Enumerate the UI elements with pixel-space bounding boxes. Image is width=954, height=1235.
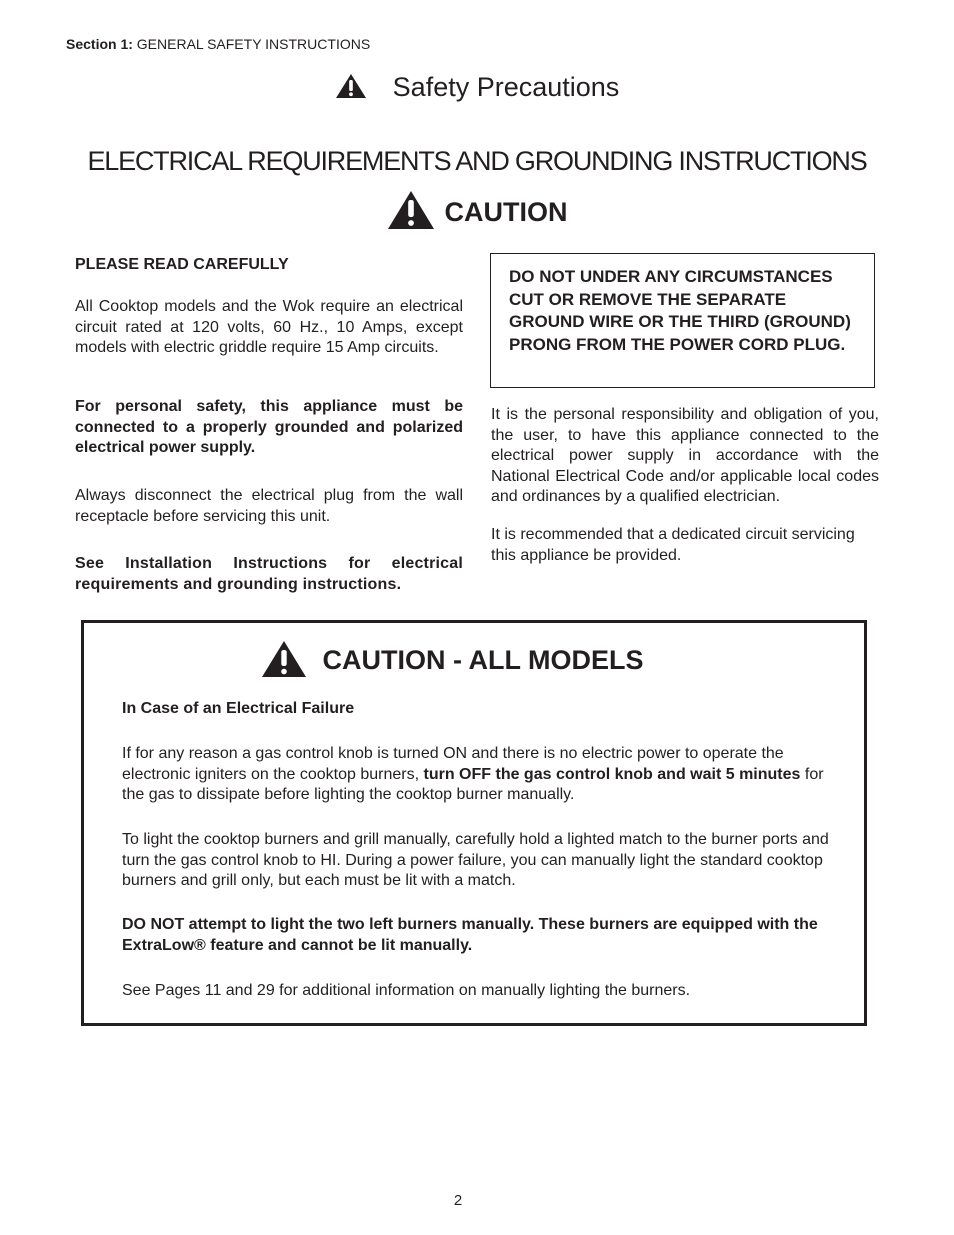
warning-triangle-icon bbox=[387, 190, 435, 237]
left-subheading: PLEASE READ CAREFULLY bbox=[75, 256, 289, 273]
right-para-2: It is recommended that a dedicated circuit servicing this appliance be provided. bbox=[491, 526, 855, 564]
left-para-4: See Installation Instructions for electrical requirements and grounding instructions. bbox=[75, 555, 463, 593]
para-1-bold: turn OFF the gas control knob and wait 5 minutes bbox=[423, 765, 801, 783]
all-models-heading-row bbox=[0, 640, 954, 685]
section-label: Section 1: bbox=[66, 36, 133, 52]
electrical-failure-para-2: To light the cooktop burners and grill manually, carefully hold a lighted match to the burner ports and turn the gas control knob to HI. During a power failure, you can manually light the standard cooktop burners and grill only, but each must be lit with a match. bbox=[122, 831, 829, 889]
left-para-1: All Cooktop models and the Wok require an electrical circuit rated at 120 volts, 60 Hz., 10 Amps, except models with electric griddle require 15 Amp circuits. bbox=[75, 298, 463, 356]
section-title: GENERAL SAFETY INSTRUCTIONS bbox=[136, 36, 371, 52]
electrical-failure-para-4: See Pages 11 and 29 for additional information on manually lighting the burners. bbox=[122, 982, 691, 999]
electrical-failure-subheading: In Case of an Electrical Failure bbox=[122, 700, 355, 717]
left-para-2: For personal safety, this appliance must be connected to a properly grounded and polarized electrical power supply. bbox=[75, 398, 463, 456]
page-title: Safety Precautions bbox=[392, 72, 620, 102]
caution-heading: CAUTION bbox=[444, 197, 568, 227]
section-header bbox=[66, 36, 370, 52]
para-1-start: If for any reason a gas control knob is turned ON and there is no electric power to operate the electronic igniters on the cooktop burners, bbox=[122, 745, 784, 783]
ground-wire-warning-text: DO NOT UNDER ANY CIRCUMSTANCES CUT OR REMOVE THE SEPARATE GROUND WIRE OR THE THIRD (GROUND) PRONG FROM THE POWER CORD PLUG. bbox=[509, 267, 851, 354]
page-number: 2 bbox=[453, 1192, 463, 1209]
all-models-heading: CAUTION - ALL MODELS bbox=[322, 645, 644, 675]
left-para-3: Always disconnect the electrical plug from the wall receptacle before servicing this unit. bbox=[75, 487, 463, 525]
electrical-failure-para-3: DO NOT attempt to light the two left burners manually. These burners are equipped with the ExtraLow® feature and cannot be lit manually. bbox=[122, 916, 818, 954]
electrical-failure-para-1 bbox=[122, 744, 834, 806]
warning-triangle-icon bbox=[335, 73, 367, 106]
main-heading: ELECTRICAL REQUIREMENTS AND GROUNDING INSTRUCTIONS bbox=[87, 146, 867, 176]
caution-heading-row bbox=[0, 190, 954, 237]
warning-triangle-icon bbox=[261, 640, 307, 685]
right-para-1: It is the personal responsibility and obligation of you, the user, to have this appliance connected to the electrical power supply in accordance with the National Electrical Code and/or applicable local codes and ordinances by a qualified electrician. bbox=[491, 406, 879, 505]
page-title-row bbox=[0, 72, 954, 106]
ground-wire-warning-box bbox=[490, 253, 875, 388]
para-1-end: for the gas to dissipate before lighting the cooktop burner manually. bbox=[122, 765, 824, 803]
